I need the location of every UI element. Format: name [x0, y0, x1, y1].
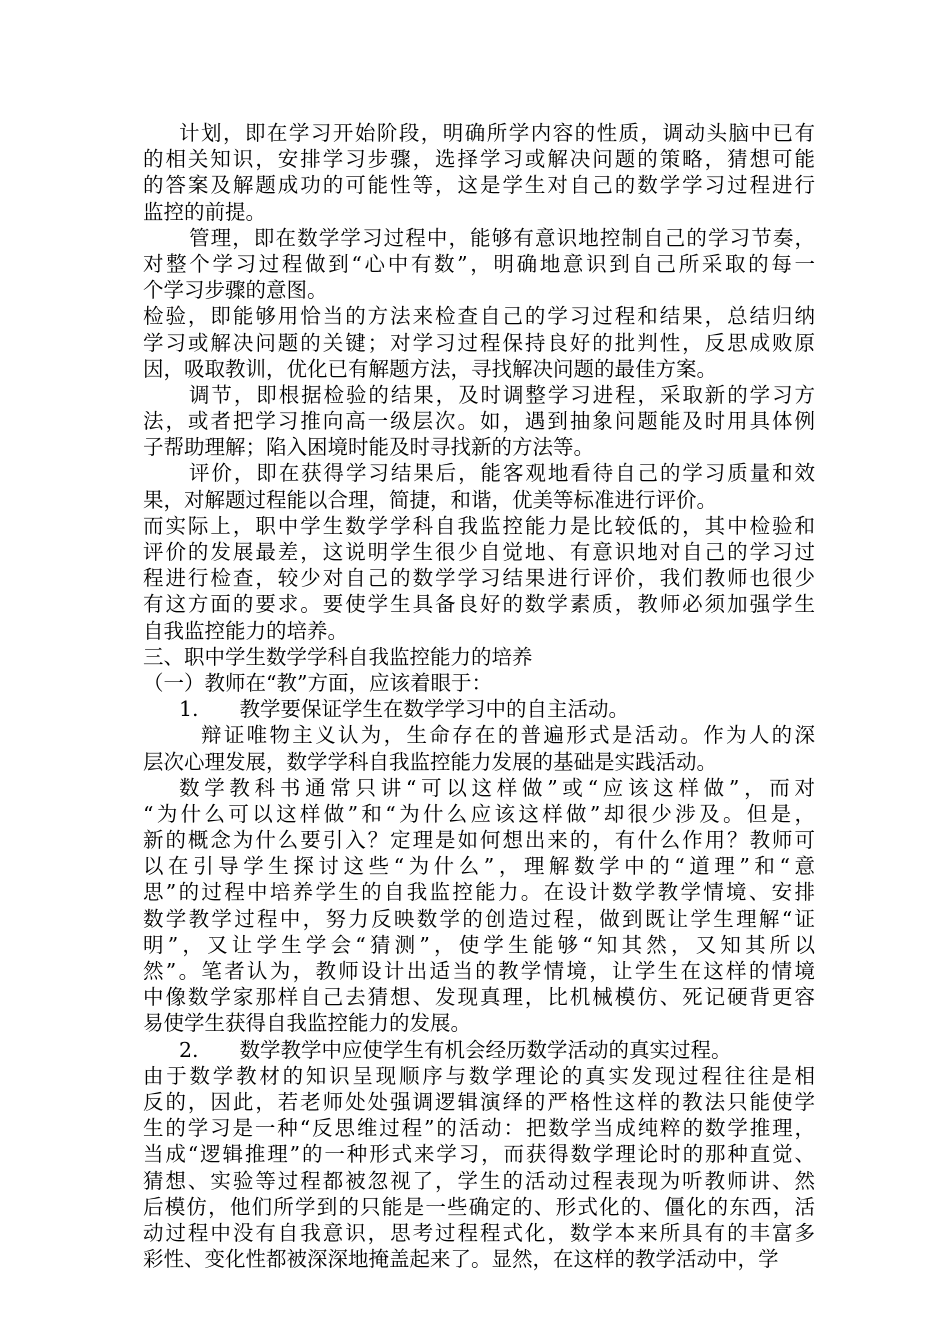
- text-line: 检验，即能够用恰当的方法来检查自己的学习过程和结果，总结归纳: [143, 304, 815, 329]
- paragraph: [143, 644, 815, 670]
- text-line: 评价，即在获得学习结果后，能客观地看待自己的学习质量和效: [189, 461, 815, 486]
- paragraph: [143, 120, 815, 225]
- text-line: 数学教学过程中，努力反映数学的创造过程，做到既让学生理解“证: [143, 906, 815, 931]
- text-line: 明”，又让学生学会“猜测”，使学生能够“知其然，又知其所以: [143, 932, 815, 957]
- text-line: 2. 数学教学中应使学生有机会经历数学活动的真实过程。: [179, 1037, 732, 1062]
- text-line: 彩性、变化性都被深深地掩盖起来了。显然，在这样的教学活动中，学: [143, 1247, 779, 1272]
- text-line: 中像数学家那样自己去猜想、发现真理，比机械模仿、死记硬背更容: [143, 985, 815, 1010]
- text-line: 的相关知识，安排学习步骤，选择学习或解决问题的策略，猜想可能: [143, 147, 815, 172]
- text-line: 当成“逻辑推理”的一种形式来学习，而获得数学理论时的那种直觉、: [143, 1142, 815, 1167]
- paragraph: [143, 303, 815, 382]
- text-line: 层次心理发展，数学学科自我监控能力发展的基础是实践活动。: [143, 749, 717, 774]
- text-line: 因，吸取教训，优化已有解题方法，寻找解决问题的最佳方案。: [143, 356, 717, 381]
- text-line: 生的学习是一种“反思维过程”的活动：把数学当成纯粹的数学推理，: [143, 1116, 815, 1141]
- text-line: 后模仿，他们所学到的只能是一些确定的、形式化的、僵化的东西，活: [143, 1194, 815, 1219]
- text-line: 学习或解决问题的关键；对学习过程保持良好的批判性，反思成败原: [143, 330, 815, 355]
- document-body: [143, 120, 815, 1272]
- text-line: 辩证唯物主义认为，生命存在的普遍形式是活动。作为人的深: [201, 723, 815, 748]
- paragraph: [143, 1037, 815, 1063]
- text-line: 反的，因此，若老师处处强调逻辑演绎的严格性这样的教法只能使学: [143, 1089, 815, 1114]
- text-line: 然”。笔者认为，教师设计出适当的教学情境，让学生在这样的情境: [143, 959, 815, 983]
- text-line: （一）教师在“教”方面，应该着眼于：: [143, 670, 492, 695]
- text-line: 数学教科书通常只讲“可以这样做”或“应该这样做”，而对: [179, 775, 815, 800]
- paragraph: [143, 460, 815, 512]
- text-line: 程进行检查，较少对自己的数学学习结果进行评价，我们教师也很少: [143, 566, 815, 591]
- paragraph: [143, 722, 815, 774]
- text-line: 动过程中没有自我意识，思考过程程式化，数学本来所具有的丰富多: [143, 1220, 815, 1245]
- text-line: 计划，即在学习开始阶段，明确所学内容的性质，调动头脑中已有: [179, 121, 815, 145]
- text-line: 调节，即根据检验的结果，及时调整学习进程，采取新的学习方: [189, 382, 815, 407]
- text-line: 个学习步骤的意图。: [143, 278, 328, 303]
- paragraph: [143, 696, 815, 722]
- text-line: 由于数学教材的知识呈现顺序与数学理论的真实发现过程往往是相: [143, 1063, 815, 1088]
- text-line: 法，或者把学习推向高一级层次。如，遇到抽象问题能及时用具体例: [143, 409, 815, 434]
- paragraph: [143, 1063, 815, 1273]
- text-line: 易使学生获得自我监控能力的发展。: [143, 1011, 471, 1036]
- text-line: 而实际上，职中学生数学学科自我监控能力是比较低的，其中检验和: [143, 513, 815, 538]
- text-line: 以在引导学生探讨这些“为什么”，理解数学中的“道理”和“意: [143, 854, 815, 879]
- text-line: 思”的过程中培养学生的自我监控能力。在设计数学教学情境、安排: [143, 880, 815, 905]
- text-line: 有这方面的要求。要使学生具备良好的数学素质，教师必须加强学生: [143, 592, 815, 617]
- text-line: 三、职中学生数学学科自我监控能力的培养: [143, 644, 533, 669]
- text-line: 对整个学习过程做到“心中有数”，明确地意识到自己所采取的每一: [143, 251, 815, 276]
- text-line: 监控的前提。: [143, 199, 266, 224]
- text-line: 新的概念为什么要引入？定理是如何想出来的，有什么作用？教师可: [143, 828, 815, 853]
- text-line: “为什么可以这样做”和“为什么应该这样做”却很少涉及。但是，: [143, 801, 815, 826]
- text-line: 管理，即在数学学习过程中，能够有意识地控制自己的学习节奏，: [189, 225, 815, 250]
- paragraph: [143, 775, 815, 1037]
- text-line: 1. 教学要保证学生在数学学习中的自主活动。: [179, 697, 630, 722]
- paragraph: [143, 382, 815, 461]
- text-line: 猜想、实验等过程都被忽视了，学生的活动过程表现为听教师讲、然: [143, 1168, 815, 1193]
- paragraph: [143, 513, 815, 644]
- text-line: 的答案及解题成功的可能性等，这是学生对自己的数学学习过程进行: [143, 173, 815, 198]
- text-line: 自我监控能力的培养。: [143, 618, 348, 643]
- paragraph: [143, 670, 815, 696]
- text-line: 果，对解题过程能以合理，简捷，和谐，优美等标准进行评价。: [143, 487, 717, 512]
- text-line: 子帮助理解；陷入困境时能及时寻找新的方法等。: [143, 435, 594, 460]
- text-line: 评价的发展最差，这说明学生很少自觉地、有意识地对自己的学习过: [143, 540, 815, 564]
- paragraph: [143, 225, 815, 304]
